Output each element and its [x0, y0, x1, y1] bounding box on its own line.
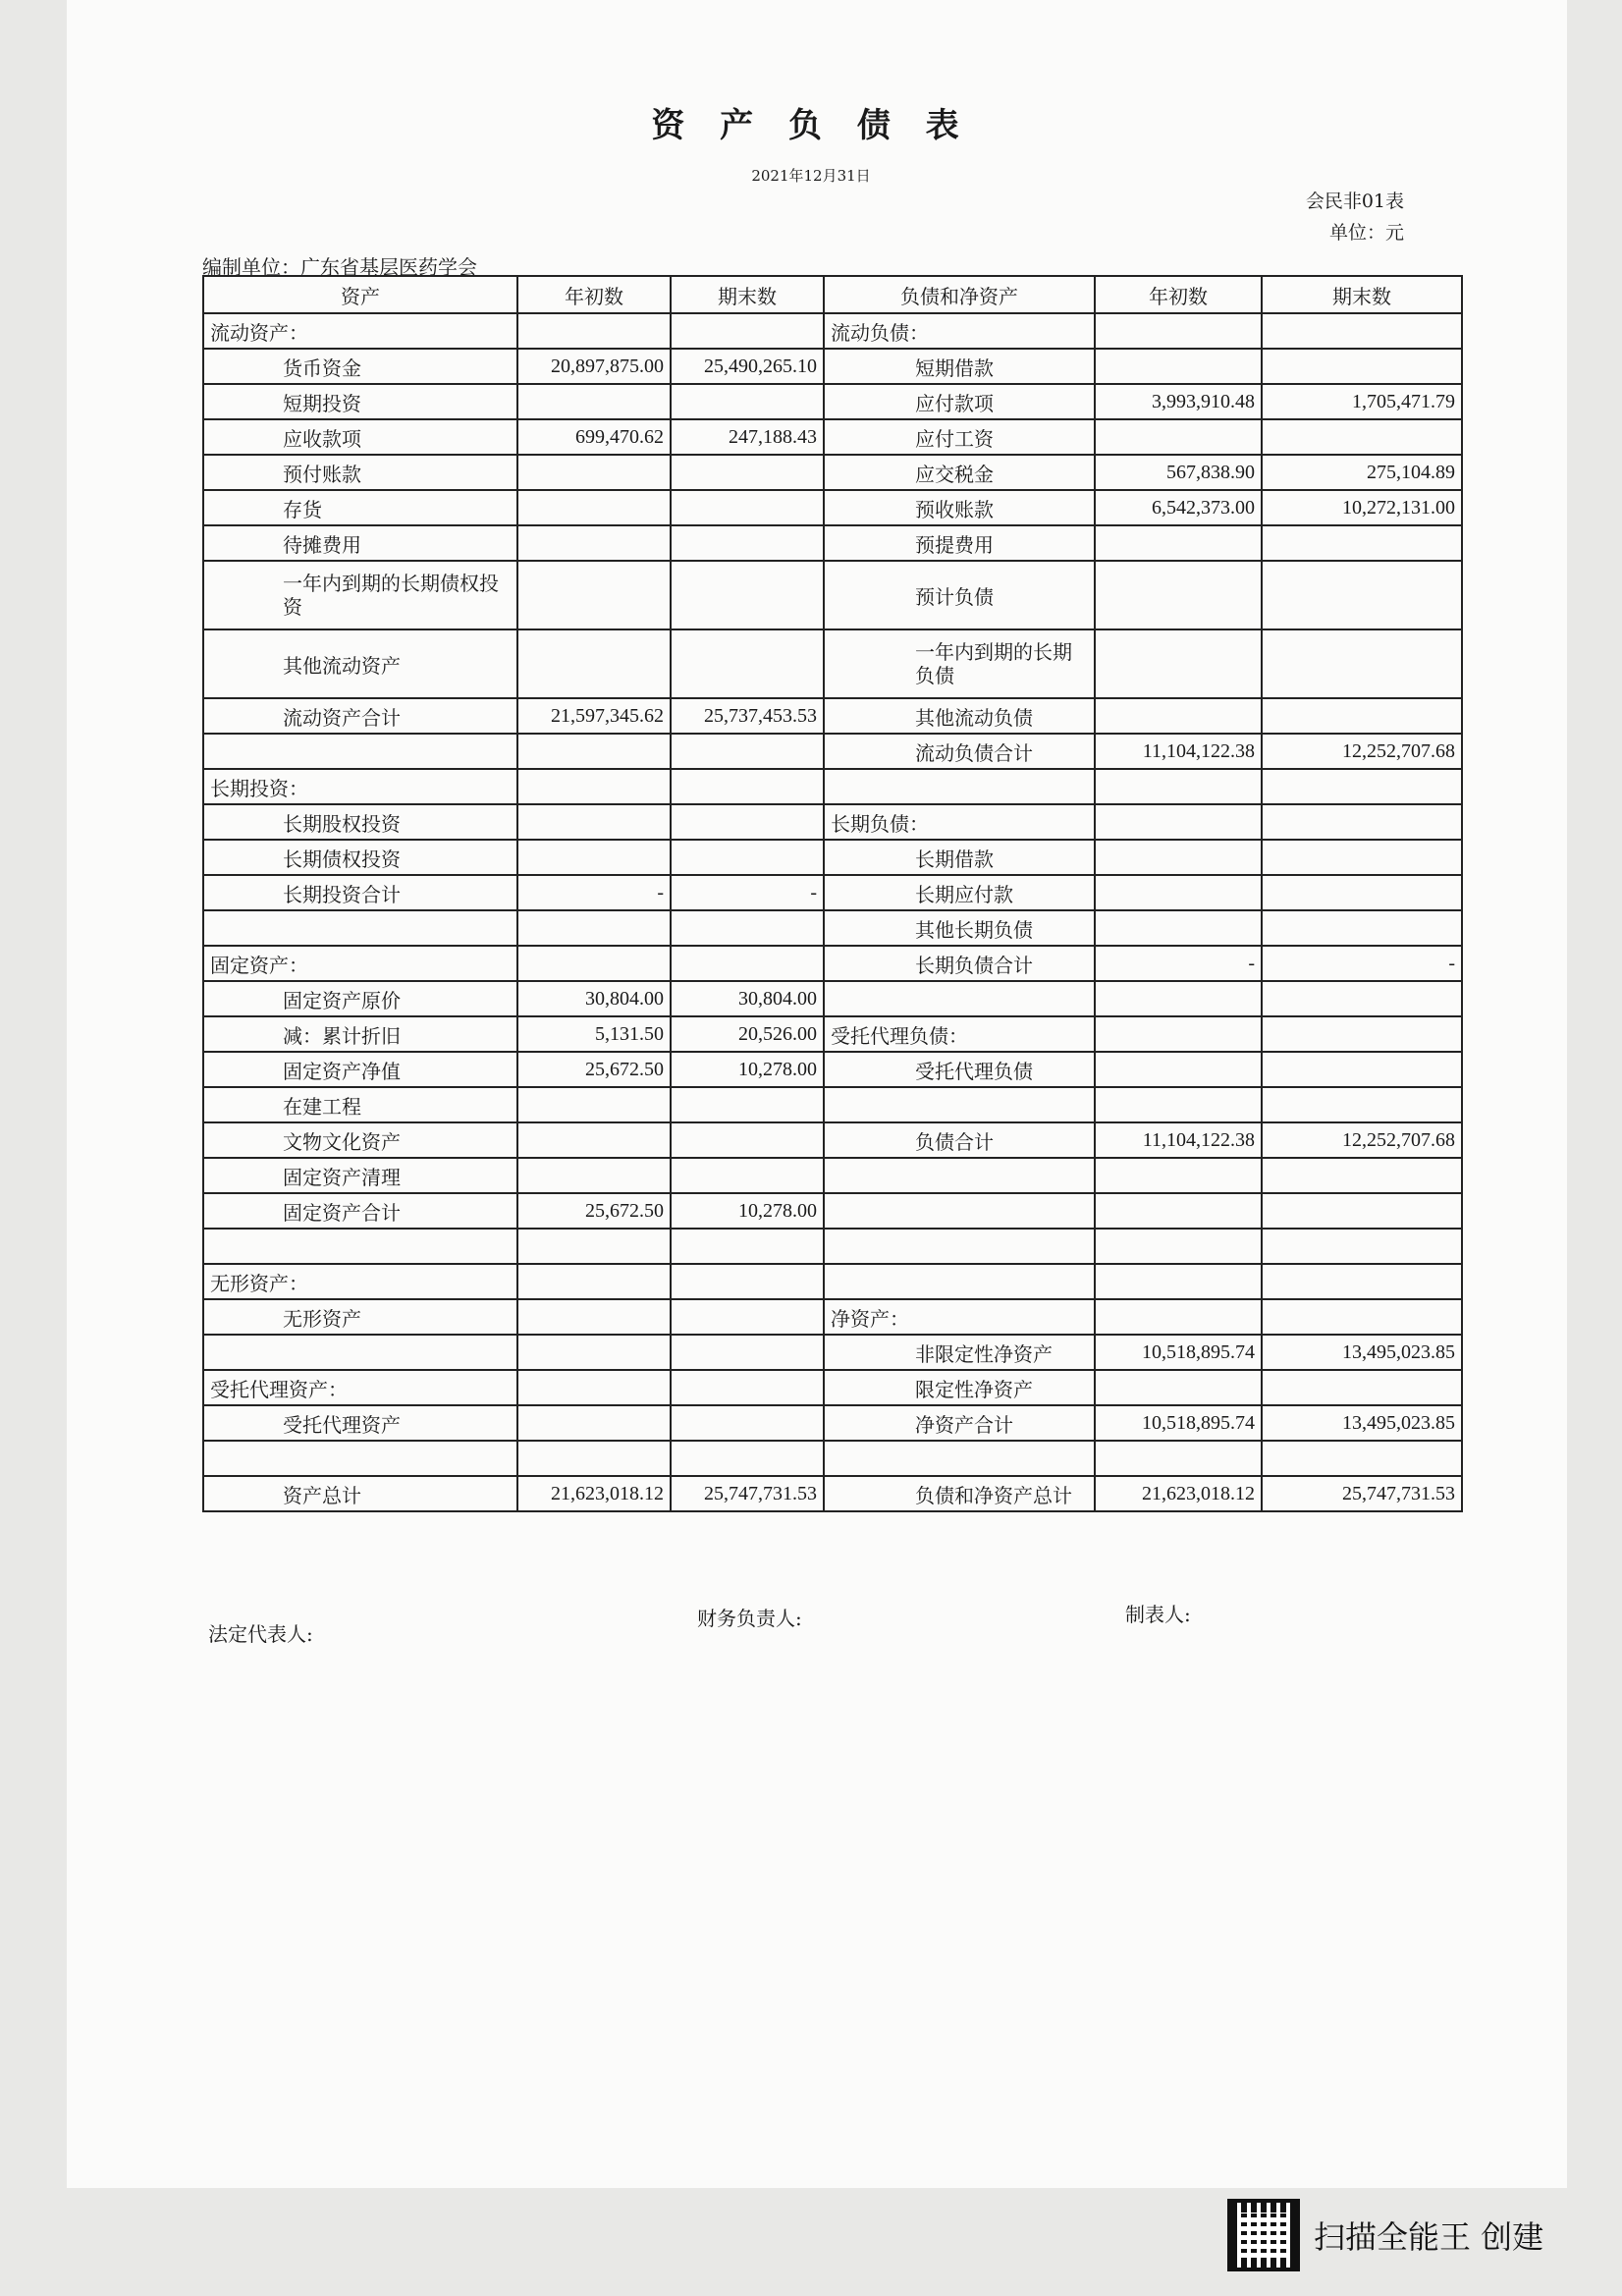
table-cell: [517, 1370, 671, 1405]
table-cell: 净资产：: [824, 1299, 1095, 1335]
table-cell: 受托代理负债：: [824, 1016, 1095, 1052]
table-row: [203, 1193, 1462, 1229]
table-cell: 247,188.43: [671, 419, 824, 455]
table-cell: [517, 1122, 671, 1158]
table-cell: [671, 1441, 824, 1476]
table-row: [203, 1370, 1462, 1405]
table-cell: [1262, 1370, 1462, 1405]
table-cell: 固定资产净值: [203, 1052, 517, 1087]
table-row: [203, 1087, 1462, 1122]
table-cell: [1095, 1158, 1262, 1193]
finance-head-label: 财务负责人:: [697, 1607, 802, 1630]
table-row: [203, 1016, 1462, 1052]
table-cell: 一年内到期的长期债权投资: [203, 561, 517, 629]
table-cell: 25,672.50: [517, 1052, 671, 1087]
table-cell: 净资产合计: [824, 1405, 1095, 1441]
table-cell: 固定资产原价: [203, 981, 517, 1016]
table-cell: 非限定性净资产: [824, 1335, 1095, 1370]
table-cell: [517, 1087, 671, 1122]
table-row: [203, 946, 1462, 981]
table-cell: [1095, 769, 1262, 804]
table-cell: [1262, 875, 1462, 910]
table-row: [203, 419, 1462, 455]
table-header-row: [203, 276, 1462, 313]
table-cell: 10,518,895.74: [1095, 1405, 1262, 1441]
table-cell: [1262, 1158, 1462, 1193]
table-cell: [671, 455, 824, 490]
table-cell: [1095, 840, 1262, 875]
table-cell: -: [671, 875, 824, 910]
table-row: [203, 455, 1462, 490]
table-cell: 长期投资：: [203, 769, 517, 804]
watermark-text: 扫描全能王 创建: [1314, 2218, 1544, 2256]
table-cell: 应收款项: [203, 419, 517, 455]
table-cell: [517, 804, 671, 840]
scanner-watermark: [1227, 2206, 1543, 2265]
table-cell: 长期负债合计: [824, 946, 1095, 981]
table-cell: 10,278.00: [671, 1193, 824, 1229]
table-cell: [1262, 981, 1462, 1016]
table-cell: [1095, 910, 1262, 946]
table-cell: [1262, 1299, 1462, 1335]
table-cell: [671, 1299, 824, 1335]
table-row: [203, 1264, 1462, 1299]
table-cell: [517, 946, 671, 981]
table-cell: 20,897,875.00: [517, 349, 671, 384]
table-cell: [517, 1441, 671, 1476]
table-cell: [517, 561, 671, 629]
report-date: 2021年12月31日: [751, 167, 871, 185]
table-cell: [671, 1122, 824, 1158]
preparing-organization: 编制单位：广东省基层医药学会: [202, 255, 477, 279]
table-cell: [1095, 698, 1262, 734]
table-cell: [1262, 629, 1462, 698]
table-cell: 固定资产：: [203, 946, 517, 981]
table-cell: 预提费用: [824, 525, 1095, 561]
document-title: 资 产 负 债 表: [651, 106, 971, 145]
table-cell: [1095, 981, 1262, 1016]
table-cell: [1095, 875, 1262, 910]
table-cell: [671, 734, 824, 769]
table-cell: 一年内到期的长期负债: [824, 629, 1095, 698]
table-cell: [824, 1229, 1095, 1264]
table-row: [203, 561, 1462, 629]
table-row: [203, 840, 1462, 875]
table-cell: [517, 734, 671, 769]
table-row: [203, 1476, 1462, 1511]
table-cell: 25,747,731.53: [671, 1476, 824, 1511]
table-cell: 长期借款: [824, 840, 1095, 875]
table-cell: [671, 769, 824, 804]
table-cell: 无形资产：: [203, 1264, 517, 1299]
table-cell: 5,131.50: [517, 1016, 671, 1052]
table-cell: 30,804.00: [671, 981, 824, 1016]
table-row: [203, 769, 1462, 804]
table-cell: [671, 804, 824, 840]
table-cell: 其他流动资产: [203, 629, 517, 698]
table-cell: 流动资产合计: [203, 698, 517, 734]
table-cell: [671, 629, 824, 698]
table-cell: [517, 910, 671, 946]
table-cell: 长期应付款: [824, 875, 1095, 910]
column-header: 年初数: [517, 276, 671, 313]
table-cell: 1,705,471.79: [1262, 384, 1462, 419]
table-cell: [1095, 561, 1262, 629]
table-cell: [824, 1264, 1095, 1299]
table-cell: [671, 561, 824, 629]
table-cell: 21,597,345.62: [517, 698, 671, 734]
table-cell: [203, 734, 517, 769]
table-cell: [517, 840, 671, 875]
table-cell: 资产总计: [203, 1476, 517, 1511]
table-cell: [1095, 1016, 1262, 1052]
table-cell: [1262, 313, 1462, 349]
table-cell: [517, 1229, 671, 1264]
table-cell: [671, 313, 824, 349]
table-cell: [671, 1405, 824, 1441]
table-row: [203, 349, 1462, 384]
table-row: [203, 1229, 1462, 1264]
table-cell: [1095, 629, 1262, 698]
table-cell: [824, 769, 1095, 804]
table-cell: 长期负债：: [824, 804, 1095, 840]
table-cell: [824, 981, 1095, 1016]
table-cell: 11,104,122.38: [1095, 1122, 1262, 1158]
table-cell: [517, 384, 671, 419]
table-cell: [1095, 419, 1262, 455]
table-cell: [1095, 1087, 1262, 1122]
table-cell: [517, 629, 671, 698]
table-cell: 存货: [203, 490, 517, 525]
table-cell: 25,747,731.53: [1262, 1476, 1462, 1511]
legal-representative-label: 法定代表人:: [208, 1622, 313, 1646]
table-cell: [1095, 804, 1262, 840]
table-cell: [671, 1158, 824, 1193]
table-cell: [1262, 910, 1462, 946]
table-cell: [671, 1229, 824, 1264]
table-row: [203, 629, 1462, 698]
table-cell: 13,495,023.85: [1262, 1405, 1462, 1441]
table-cell: [1095, 525, 1262, 561]
table-cell: 其他流动负债: [824, 698, 1095, 734]
table-row: [203, 490, 1462, 525]
table-cell: [1095, 1229, 1262, 1264]
table-cell: [671, 1264, 824, 1299]
qr-code-icon: [1227, 2199, 1300, 2271]
table-cell: 10,272,131.00: [1262, 490, 1462, 525]
table-cell: [824, 1158, 1095, 1193]
column-header: 年初数: [1095, 276, 1262, 313]
table-cell: 受托代理资产: [203, 1405, 517, 1441]
table-cell: [1095, 1299, 1262, 1335]
table-cell: 受托代理资产：: [203, 1370, 517, 1405]
table-cell: [671, 1087, 824, 1122]
table-cell: 货币资金: [203, 349, 517, 384]
table-cell: 25,490,265.10: [671, 349, 824, 384]
table-cell: [203, 1229, 517, 1264]
table-cell: 固定资产清理: [203, 1158, 517, 1193]
table-cell: 6,542,373.00: [1095, 490, 1262, 525]
table-cell: [1095, 349, 1262, 384]
table-row: [203, 804, 1462, 840]
table-cell: [671, 840, 824, 875]
table-row: [203, 1158, 1462, 1193]
table-cell: 21,623,018.12: [1095, 1476, 1262, 1511]
table-cell: [1095, 313, 1262, 349]
table-cell: [671, 1335, 824, 1370]
table-cell: [517, 313, 671, 349]
table-cell: 567,838.90: [1095, 455, 1262, 490]
table-cell: 预付账款: [203, 455, 517, 490]
table-row: [203, 1405, 1462, 1441]
table-cell: 负债和净资产总计: [824, 1476, 1095, 1511]
table-row: [203, 981, 1462, 1016]
table-cell: [1262, 1052, 1462, 1087]
table-cell: [1262, 1229, 1462, 1264]
table-cell: 275,104.89: [1262, 455, 1462, 490]
table-cell: [517, 1158, 671, 1193]
table-row: [203, 910, 1462, 946]
preparer-label: 制表人:: [1125, 1603, 1191, 1626]
table-cell: 10,278.00: [671, 1052, 824, 1087]
table-cell: [1095, 1052, 1262, 1087]
table-cell: 文物文化资产: [203, 1122, 517, 1158]
table-cell: [517, 1299, 671, 1335]
balance-sheet-table: [202, 275, 1463, 1512]
table-row: [203, 1122, 1462, 1158]
table-row: [203, 698, 1462, 734]
table-cell: 预计负债: [824, 561, 1095, 629]
table-cell: [824, 1193, 1095, 1229]
table-cell: [1262, 1264, 1462, 1299]
table-cell: [1262, 525, 1462, 561]
table-cell: [1095, 1193, 1262, 1229]
table-cell: 12,252,707.68: [1262, 734, 1462, 769]
table-cell: 12,252,707.68: [1262, 1122, 1462, 1158]
table-cell: [517, 490, 671, 525]
table-cell: 无形资产: [203, 1299, 517, 1335]
table-row: [203, 1441, 1462, 1476]
table-cell: 待摊费用: [203, 525, 517, 561]
table-cell: [824, 1087, 1095, 1122]
table-cell: [1262, 698, 1462, 734]
table-row: [203, 1052, 1462, 1087]
table-cell: 20,526.00: [671, 1016, 824, 1052]
table-cell: [671, 910, 824, 946]
table-cell: 流动负债：: [824, 313, 1095, 349]
table-cell: [1262, 1193, 1462, 1229]
column-header: 期末数: [1262, 276, 1462, 313]
table-row: [203, 384, 1462, 419]
table-cell: [203, 910, 517, 946]
table-cell: [1095, 1441, 1262, 1476]
table-cell: [517, 1405, 671, 1441]
table-cell: [824, 1441, 1095, 1476]
table-cell: [1262, 769, 1462, 804]
form-code: 会民非01表: [1305, 191, 1404, 212]
column-header: 资产: [203, 276, 517, 313]
table-cell: [517, 455, 671, 490]
table-cell: [517, 1264, 671, 1299]
table-cell: [671, 490, 824, 525]
table-cell: 固定资产合计: [203, 1193, 517, 1229]
table-cell: [203, 1441, 517, 1476]
table-cell: 减：累计折旧: [203, 1016, 517, 1052]
table-cell: [671, 946, 824, 981]
column-header: 负债和净资产: [824, 276, 1095, 313]
table-cell: [1262, 840, 1462, 875]
table-cell: 25,672.50: [517, 1193, 671, 1229]
table-cell: [517, 769, 671, 804]
table-cell: 21,623,018.12: [517, 1476, 671, 1511]
table-cell: -: [1262, 946, 1462, 981]
table-cell: [671, 384, 824, 419]
table-cell: 短期投资: [203, 384, 517, 419]
table-cell: 30,804.00: [517, 981, 671, 1016]
table-cell: [1095, 1370, 1262, 1405]
table-cell: [1095, 1264, 1262, 1299]
table-cell: [1262, 561, 1462, 629]
table-cell: 受托代理负债: [824, 1052, 1095, 1087]
table-cell: 应付工资: [824, 419, 1095, 455]
table-cell: 短期借款: [824, 349, 1095, 384]
table-cell: 3,993,910.48: [1095, 384, 1262, 419]
table-cell: [1262, 419, 1462, 455]
table-row: [203, 1299, 1462, 1335]
table-cell: [1262, 1441, 1462, 1476]
table-row: [203, 313, 1462, 349]
table-cell: -: [517, 875, 671, 910]
table-cell: [517, 525, 671, 561]
table-cell: 10,518,895.74: [1095, 1335, 1262, 1370]
table-cell: 11,104,122.38: [1095, 734, 1262, 769]
table-cell: 长期债权投资: [203, 840, 517, 875]
table-cell: 在建工程: [203, 1087, 517, 1122]
table-cell: 应付款项: [824, 384, 1095, 419]
table-cell: [203, 1335, 517, 1370]
table-cell: 25,737,453.53: [671, 698, 824, 734]
table-cell: 其他长期负债: [824, 910, 1095, 946]
table-cell: [671, 525, 824, 561]
table-cell: 13,495,023.85: [1262, 1335, 1462, 1370]
table-row: [203, 734, 1462, 769]
table-cell: 负债合计: [824, 1122, 1095, 1158]
table-cell: [517, 1335, 671, 1370]
table-cell: [1262, 1087, 1462, 1122]
table-cell: 流动资产：: [203, 313, 517, 349]
table-row: [203, 875, 1462, 910]
table-cell: 限定性净资产: [824, 1370, 1095, 1405]
table-cell: 应交税金: [824, 455, 1095, 490]
column-header: 期末数: [671, 276, 824, 313]
table-cell: 流动负债合计: [824, 734, 1095, 769]
table-row: [203, 1335, 1462, 1370]
table-cell: 699,470.62: [517, 419, 671, 455]
table-cell: [1262, 804, 1462, 840]
table-cell: 长期投资合计: [203, 875, 517, 910]
table-cell: [671, 1370, 824, 1405]
table-cell: 长期股权投资: [203, 804, 517, 840]
table-cell: 预收账款: [824, 490, 1095, 525]
currency-unit: 单位：元: [1328, 222, 1404, 244]
table-cell: [1262, 1016, 1462, 1052]
table-cell: [1262, 349, 1462, 384]
table-cell: -: [1095, 946, 1262, 981]
table-row: [203, 525, 1462, 561]
